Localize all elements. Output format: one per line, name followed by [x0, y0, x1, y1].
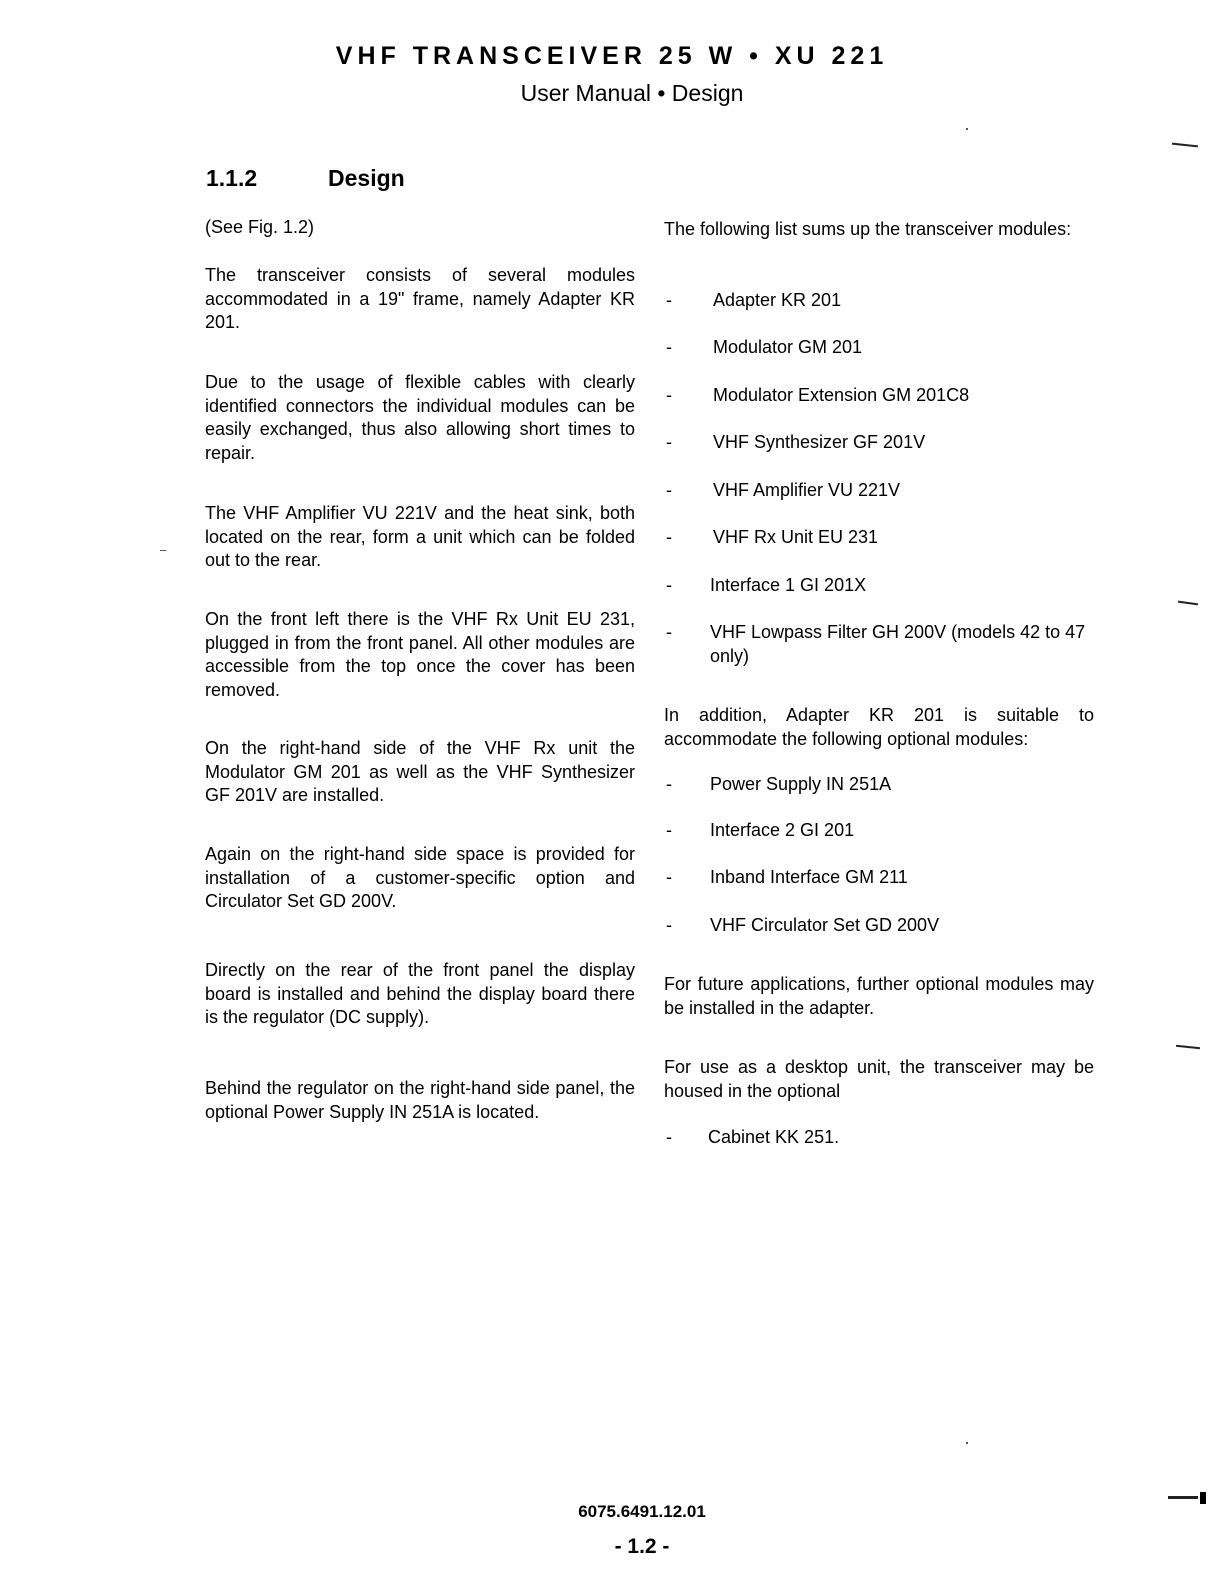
list-bullet: -: [666, 527, 672, 547]
page-number: - 1.2 -: [614, 1535, 670, 1558]
desktop-note: For use as a desktop unit, the transceiver may be housed in the optional: [664, 1057, 1094, 1101]
list-bullet: -: [666, 622, 672, 642]
paragraph-frame: The transceiver consists of several modules accommodated in a 19" frame, namely Adapter KR 201.: [205, 265, 635, 332]
section-number: 1.1.2: [206, 165, 258, 191]
module-name: Modulator GM 201: [713, 337, 863, 357]
list-bullet: -: [666, 385, 672, 405]
list-bullet: -: [666, 820, 672, 840]
list-bullet: -: [666, 432, 672, 452]
list-bullet: -: [666, 774, 672, 794]
optional-module-name: Interface 2 GI 201: [710, 820, 855, 840]
scan-mark: [1176, 1045, 1200, 1049]
scan-mark: [1168, 1496, 1198, 1499]
optional-module-name: Inband Interface GM 211: [710, 867, 908, 887]
optional-module-name: Power Supply IN 251A: [710, 774, 892, 794]
modules-intro: The following list sums up the transceiver modules:: [664, 219, 1072, 239]
paragraph-modulator: On the right-hand side of the VHF Rx unit the Modulator GM 201 as well as the VHF Synthesizer GF 201V are installed.: [205, 738, 635, 805]
list-bullet: -: [666, 575, 672, 595]
module-name: VHF Amplifier VU 221V: [713, 480, 901, 500]
cabinet-name: Cabinet KK 251.: [708, 1127, 840, 1147]
scan-speck: [966, 1442, 968, 1444]
scan-mark: [1200, 1492, 1206, 1504]
list-bullet: -: [666, 867, 672, 887]
list-bullet: -: [666, 915, 672, 935]
document-title: VHF TRANSCEIVER 25 W • XU 221: [335, 42, 889, 70]
fig-reference: (See Fig. 1.2): [205, 217, 315, 237]
scan-mark: [1178, 601, 1198, 606]
paragraph-power-supply: Behind the regulator on the right-hand side panel, the optional Power Supply IN 251A is located.: [205, 1078, 635, 1122]
module-name: VHF Lowpass Filter GH 200V (models 42 to 47 only): [710, 622, 1086, 666]
scan-speck: [966, 128, 968, 130]
list-bullet: -: [666, 337, 672, 357]
list-bullet: -: [666, 480, 672, 500]
optional-module-name: VHF Circulator Set GD 200V: [710, 915, 940, 935]
optional-intro: In addition, Adapter KR 201 is suitable to accommodate the following optional modules:: [664, 705, 1094, 749]
section-title: Design: [328, 165, 405, 191]
list-bullet: -: [666, 1127, 672, 1147]
module-name: VHF Rx Unit EU 231: [713, 527, 879, 547]
module-name: Modulator Extension GM 201C8: [713, 385, 970, 405]
scan-mark: [1172, 143, 1198, 148]
paragraph-amplifier: The VHF Amplifier VU 221V and the heat sink, both located on the rear, form a unit which can be folded out to the rear.: [205, 503, 635, 570]
paragraph-display-board: Directly on the rear of the front panel the display board is installed and behind the display board there is the regulator (DC supply).: [205, 960, 635, 1027]
module-name: Adapter KR 201: [713, 290, 842, 310]
document-subtitle: User Manual • Design: [520, 80, 744, 106]
document-number: 6075.6491.12.01: [578, 1502, 706, 1521]
module-name: VHF Synthesizer GF 201V: [713, 432, 926, 452]
paragraph-option-space: Again on the right-hand side space is provided for installation of a customer-specific option and Circulator Set GD 200V.: [205, 844, 635, 911]
paragraph-cables: Due to the usage of flexible cables with clearly identified connectors the individual modules can be easily exchanged, thus also allowing short times to repair.: [205, 372, 635, 463]
module-name: Interface 1 GI 201X: [710, 575, 867, 595]
scan-speck: [160, 550, 166, 551]
future-note: For future applications, further optional modules may be installed in the adapter.: [664, 974, 1094, 1018]
paragraph-rx-unit: On the front left there is the VHF Rx Unit EU 231, plugged in from the front panel. All other modules are accessible from the top once the cover has been removed.: [205, 609, 635, 700]
list-bullet: -: [666, 290, 672, 310]
